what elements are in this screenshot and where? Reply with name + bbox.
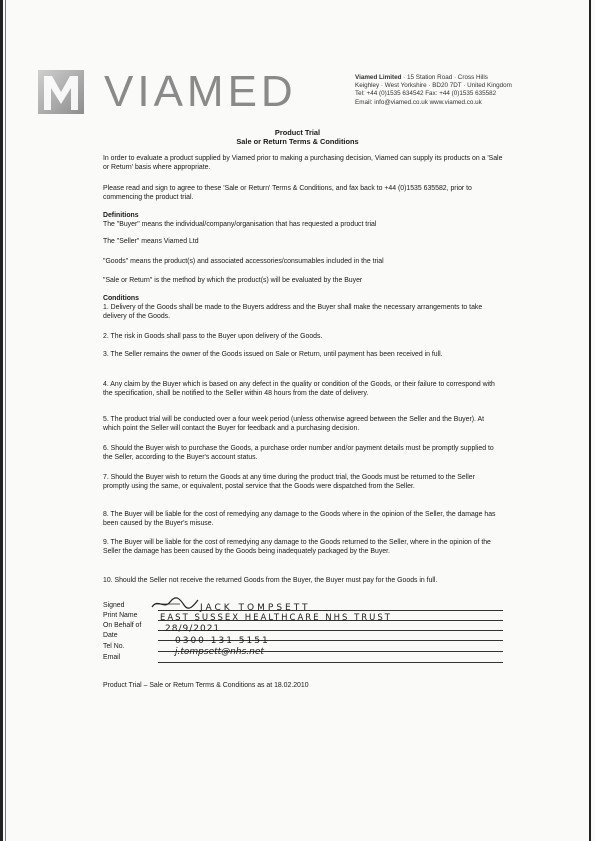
- condition-6: 6. Should the Buyer wish to purchase the Goods, a purchase order number and/or payment details must be promptly supplied to the Seller, according to the Buyer's account status.: [103, 445, 494, 462]
- condition-9: 9. The Buyer will be liable for the cost of remedying any damage to the Goods returned to the Seller, where in the opinion of the Seller the damage has been caused by the Goods being inadequately packaged by the Buyer.: [103, 539, 491, 556]
- condition-3: 3. The Seller remains the owner of the Goods issued on Sale or Return, until payment has been received in full.: [103, 351, 443, 358]
- on-behalf-of-value: EAST SUSSEX HEALTHCARE NHS TRUST: [160, 613, 392, 623]
- print-name-value: JACK TOMPSETT: [200, 603, 311, 613]
- condition-2: 2. The risk in Goods shall pass to the Buyer upon delivery of the Goods.: [103, 333, 323, 340]
- condition-8: 8. The Buyer will be liable for the cost of remedying any damage to the Goods where in the opinion of the Seller, the damage has been caused by the Buyer's misuse.: [103, 511, 496, 528]
- address-line-1: 15 Station Road · Cross Hills: [407, 74, 488, 81]
- label-signed: Signed: [103, 602, 125, 609]
- definition-buyer: The "Buyer" means the individual/company/organisation that has requested a product trial: [103, 221, 377, 228]
- tel-fax: Tel: +44 (0)1535 634542 Fax: +44 (0)1535 635582: [355, 90, 497, 98]
- doc-footer: Product Trial – Sale or Return Terms & Conditions as at 18.02.2010: [103, 682, 309, 689]
- conditions-heading: Conditions: [103, 295, 139, 302]
- condition-1: 1. Delivery of the Goods shall be made to the Buyers address and the Buyer shall make the necessary arrangements to take delivery of the Goods.: [103, 304, 483, 321]
- company-address: Viamed Limited · 15 Station Road · Cross Hills Keighley · West Yorkshire · BD20 7DT · United Kingdom Tel: +44 (0)1535 634542 Fax: +44 (0)1535 635582 Email: info@viamed.co.uk www.viamed.co.uk: [355, 74, 555, 107]
- label-date: Date: [103, 632, 118, 639]
- definition-goods: "Goods" means the product(s) and associated accessories/consumables included in the trial: [103, 258, 384, 265]
- date-value: 28/9/2021: [165, 624, 221, 634]
- label-email: Email: [103, 654, 121, 661]
- label-print-name: Print Name: [103, 612, 138, 619]
- label-on-behalf-of: On Behalf of: [103, 622, 142, 629]
- definition-sale-or-return: "Sale or Return" is the method by which the product(s) will be evaluated by the Buyer: [103, 277, 363, 284]
- tel-no-value: 0300 131 5151: [175, 636, 270, 646]
- scan-edge-right: [589, 0, 591, 841]
- email-web: Email: info@viamed.co.uk www.viamed.co.uk: [355, 98, 482, 106]
- intro-paragraph-2: Please read and sign to agree to these 'Sale or Return' Terms & Conditions, and fax back to +44 (0)1535 635582, prior to commencing the product trial.: [103, 185, 472, 202]
- condition-7: 7. Should the Buyer wish to return the Goods at any time during the product trial, the Goods must be returned to the Seller promptly using the same, or equivalent, postal service that the Goods were dispatched from the Seller.: [103, 474, 475, 491]
- doc-subtitle: Sale or Return Terms & Conditions: [236, 137, 359, 146]
- logo-wordmark: VIAMED: [104, 67, 297, 116]
- email-value: j.tompsett@nhs.net: [175, 647, 264, 657]
- definition-seller: The "Seller" means Viamed Ltd: [103, 238, 199, 245]
- viamed-logo-mark: [38, 70, 84, 114]
- condition-5: 5. The product trial will be conducted over a four week period (unless otherwise agreed between the Seller and the Buyer). At which point the Seller will contact the Buyer for feedback and a purchasing decision.: [103, 416, 484, 433]
- line-email: [158, 662, 503, 663]
- condition-10: 10. Should the Seller not receive the returned Goods from the Buyer, the Buyer must pay for the Goods in full.: [103, 577, 438, 584]
- company-name: Viamed Limited: [355, 74, 402, 81]
- scan-edge-left-2: [5, 0, 6, 841]
- label-tel-no: Tel No.: [103, 643, 125, 650]
- scan-edge-left: [0, 0, 3, 841]
- intro-paragraph-1: In order to evaluate a product supplied by Viamed prior to making a purchasing decision, Viamed can supply its products on a 'Sale or Return' basis where appropriate.: [103, 155, 503, 172]
- definitions-heading: Definitions: [103, 212, 139, 219]
- condition-4: 4. Any claim by the Buyer which is based on any defect in the quality or condition of the Goods, or their failure to correspond with the specification, shall be notified to the Seller within 48 hours from the date of delivery.: [103, 381, 495, 398]
- handwritten-signature: [150, 596, 200, 612]
- doc-title: Product Trial: [274, 128, 321, 137]
- address-line-2: Keighley · West Yorkshire · BD20 7DT · United Kingdom: [355, 82, 512, 90]
